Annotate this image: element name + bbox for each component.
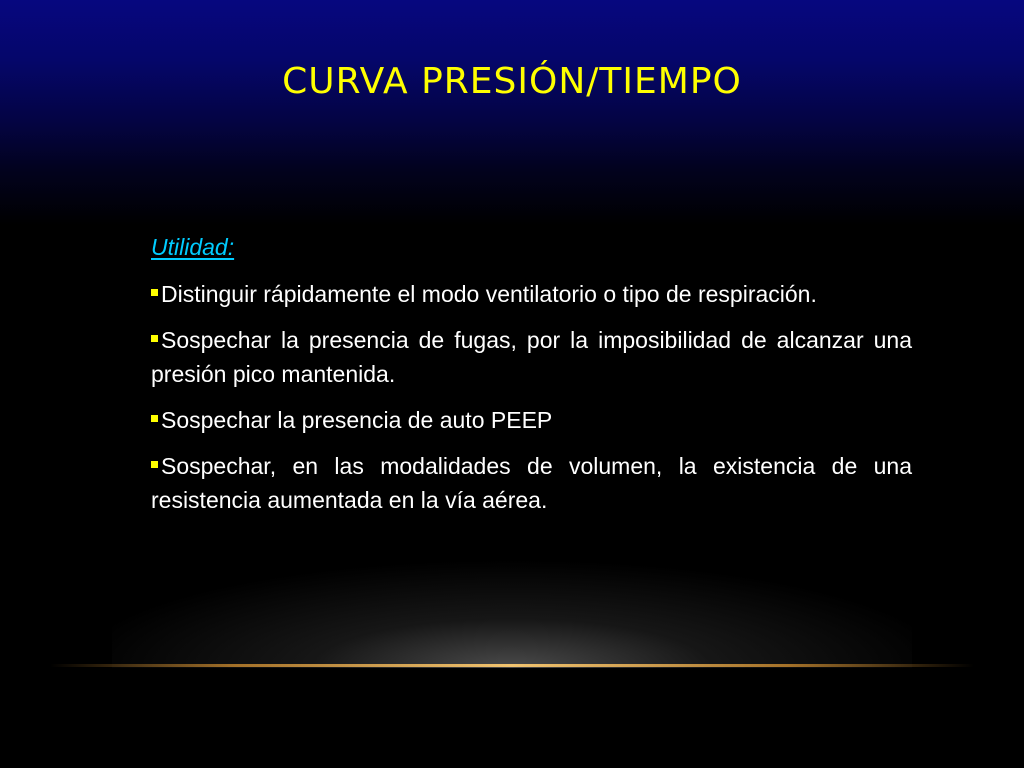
floor-line	[50, 664, 974, 667]
bullet-text: Sospechar, en las modalidades de volumen, la existencia de una resistencia aumentada en la vía aérea.	[151, 453, 912, 513]
bullet-text: Sospechar la presencia de auto PEEP	[161, 407, 553, 433]
section-heading: Utilidad:	[151, 234, 235, 260]
bullet-item	[151, 323, 912, 391]
bullet-text: Distinguir rápidamente el modo ventilatorio o tipo de respiración.	[161, 281, 817, 307]
square-bullet-icon	[151, 289, 158, 296]
bullet-item	[151, 449, 912, 517]
square-bullet-icon	[151, 461, 158, 468]
bullet-text: Sospechar la presencia de fugas, por la imposibilidad de alcanzar una presión pico mantenida.	[151, 327, 912, 387]
bullet-list	[151, 277, 912, 517]
bullet-item	[151, 403, 912, 437]
spotlight-glow	[112, 560, 912, 668]
bullet-item	[151, 277, 912, 311]
square-bullet-icon	[151, 415, 158, 422]
square-bullet-icon	[151, 335, 158, 342]
slide-title: CURVA PRESIÓN/TIEMPO	[282, 61, 742, 102]
slide-content	[151, 230, 912, 529]
